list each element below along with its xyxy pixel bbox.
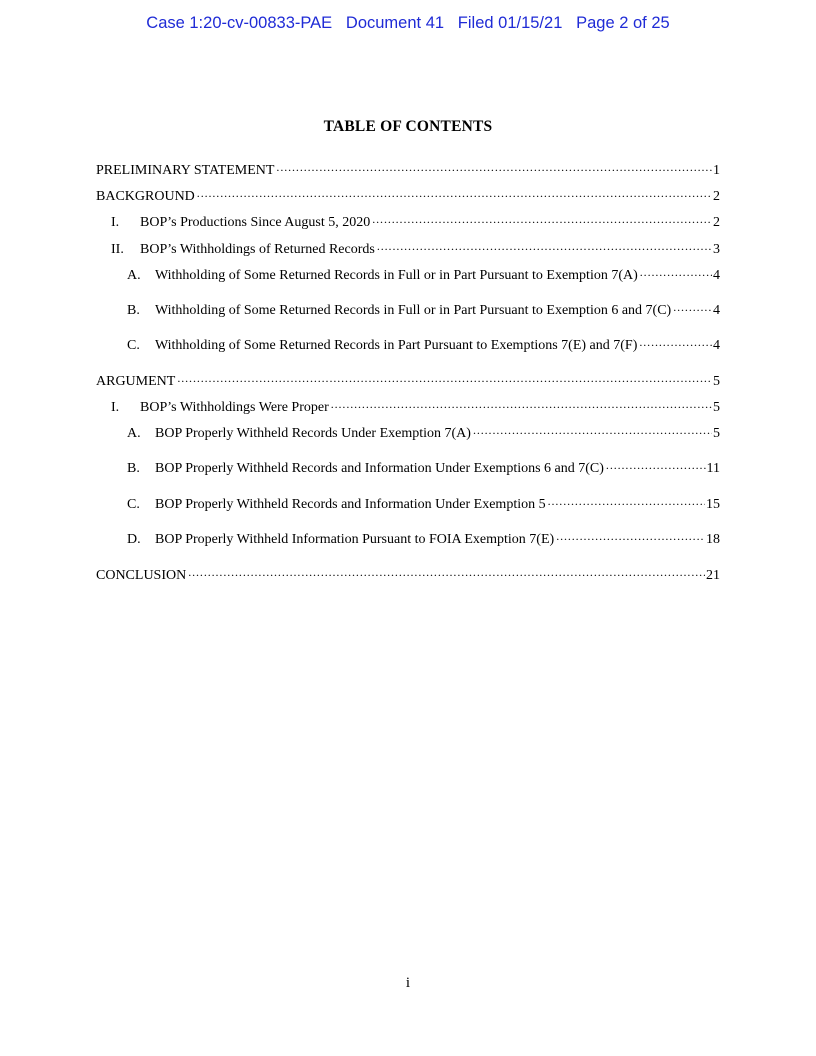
toc-entry-preliminary-statement[interactable] bbox=[96, 156, 720, 178]
dot-leader bbox=[473, 419, 712, 437]
dot-leader bbox=[276, 156, 712, 174]
toc-entry-conclusion[interactable] bbox=[96, 561, 720, 583]
toc-entry-page: 15 bbox=[706, 497, 720, 512]
page-number-footer: i bbox=[405, 975, 411, 991]
toc-entry-page: 4 bbox=[713, 303, 720, 318]
toc-entry-number: I. bbox=[111, 215, 120, 230]
toc-entry-page: 3 bbox=[713, 242, 720, 257]
toc-entry-page: 5 bbox=[713, 400, 720, 415]
toc-entry-page: 4 bbox=[713, 268, 720, 283]
toc-title: TABLE OF CONTENTS bbox=[323, 118, 493, 135]
toc-entry-properly-withheld-7e[interactable] bbox=[96, 525, 720, 547]
dot-leader bbox=[606, 454, 706, 472]
toc-entry-page: 18 bbox=[706, 532, 720, 547]
toc-entry-title: BOP Properly Withheld Records and Information Under Exemption 5 bbox=[155, 497, 546, 512]
toc-entry-withholdings[interactable] bbox=[96, 235, 720, 257]
toc-entry-page: 11 bbox=[706, 461, 720, 476]
toc-entry-page: 5 bbox=[713, 374, 720, 389]
toc-entry-number: D. bbox=[127, 532, 141, 547]
toc-entry-title: BOP Properly Withheld Records Under Exemption 7(A) bbox=[155, 426, 471, 441]
toc-entry-title: BOP’s Withholdings of Returned Records bbox=[140, 242, 375, 257]
dot-leader bbox=[372, 208, 712, 226]
toc-entry-title: Withholding of Some Returned Records in Full or in Part Pursuant to Exemption 7(A) bbox=[155, 268, 638, 283]
toc-entry-withholding-7e-7f[interactable] bbox=[96, 331, 720, 353]
toc-entry-page: 21 bbox=[706, 568, 720, 583]
dot-leader bbox=[640, 261, 712, 279]
toc-entry-page: 5 bbox=[713, 426, 720, 441]
dot-leader bbox=[188, 561, 705, 579]
toc-entry-withholding-7a[interactable] bbox=[96, 261, 720, 283]
toc-entry-number: II. bbox=[111, 242, 124, 257]
dot-leader bbox=[639, 331, 712, 349]
dot-leader bbox=[673, 296, 712, 314]
toc-entry-title: ARGUMENT bbox=[96, 374, 176, 389]
toc-entry-number: A. bbox=[127, 268, 141, 283]
toc-entry-properly-withheld-5[interactable] bbox=[96, 490, 720, 512]
dot-leader bbox=[177, 367, 712, 385]
toc-entry-background[interactable] bbox=[96, 182, 720, 204]
toc-entry-title: Withholding of Some Returned Records in Full or in Part Pursuant to Exemption 6 and 7(C) bbox=[155, 303, 672, 318]
toc-entry-title: BOP Properly Withheld Information Pursuant to FOIA Exemption 7(E) bbox=[155, 532, 555, 547]
toc-entry-title: BACKGROUND bbox=[96, 189, 195, 204]
toc-entry-withholding-6-7c[interactable] bbox=[96, 296, 720, 318]
dot-leader bbox=[331, 393, 712, 411]
dot-leader bbox=[377, 235, 712, 253]
toc-entry-title: Withholding of Some Returned Records in Part Pursuant to Exemptions 7(E) and 7(F) bbox=[155, 338, 638, 353]
toc-entry-number: C. bbox=[127, 338, 140, 353]
toc-entry-title: PRELIMINARY STATEMENT bbox=[96, 163, 275, 178]
dot-leader bbox=[548, 490, 705, 508]
toc-entry-page: 1 bbox=[713, 163, 720, 178]
toc-entry-number: C. bbox=[127, 497, 140, 512]
toc-entry-number: A. bbox=[127, 426, 141, 441]
toc-entry-properly-withheld-7a[interactable] bbox=[96, 419, 720, 441]
dot-leader bbox=[556, 525, 705, 543]
toc-entry-number: I. bbox=[111, 400, 120, 415]
toc-entry-number: B. bbox=[127, 303, 140, 318]
toc-entry-title: CONCLUSION bbox=[96, 568, 187, 583]
toc-entry-title: BOP’s Productions Since August 5, 2020 bbox=[140, 215, 371, 230]
dot-leader bbox=[197, 182, 712, 200]
toc-entry-withholdings-proper[interactable] bbox=[96, 393, 720, 415]
toc-entry-page: 2 bbox=[713, 189, 720, 204]
case-header: Case 1:20-cv-00833-PAE Document 41 Filed 01/15/21 Page 2 of 25 bbox=[146, 14, 670, 32]
toc-entry-number: B. bbox=[127, 461, 140, 476]
toc-entry-page: 4 bbox=[713, 338, 720, 353]
toc-entry-title: BOP’s Withholdings Were Proper bbox=[140, 400, 329, 415]
toc-entry-argument[interactable] bbox=[96, 367, 720, 389]
toc-entry-properly-withheld-6-7c[interactable] bbox=[96, 454, 720, 476]
toc-entry-productions[interactable] bbox=[96, 208, 720, 230]
toc-entry-title: BOP Properly Withheld Records and Information Under Exemptions 6 and 7(C) bbox=[155, 461, 604, 476]
toc-entry-page: 2 bbox=[713, 215, 720, 230]
